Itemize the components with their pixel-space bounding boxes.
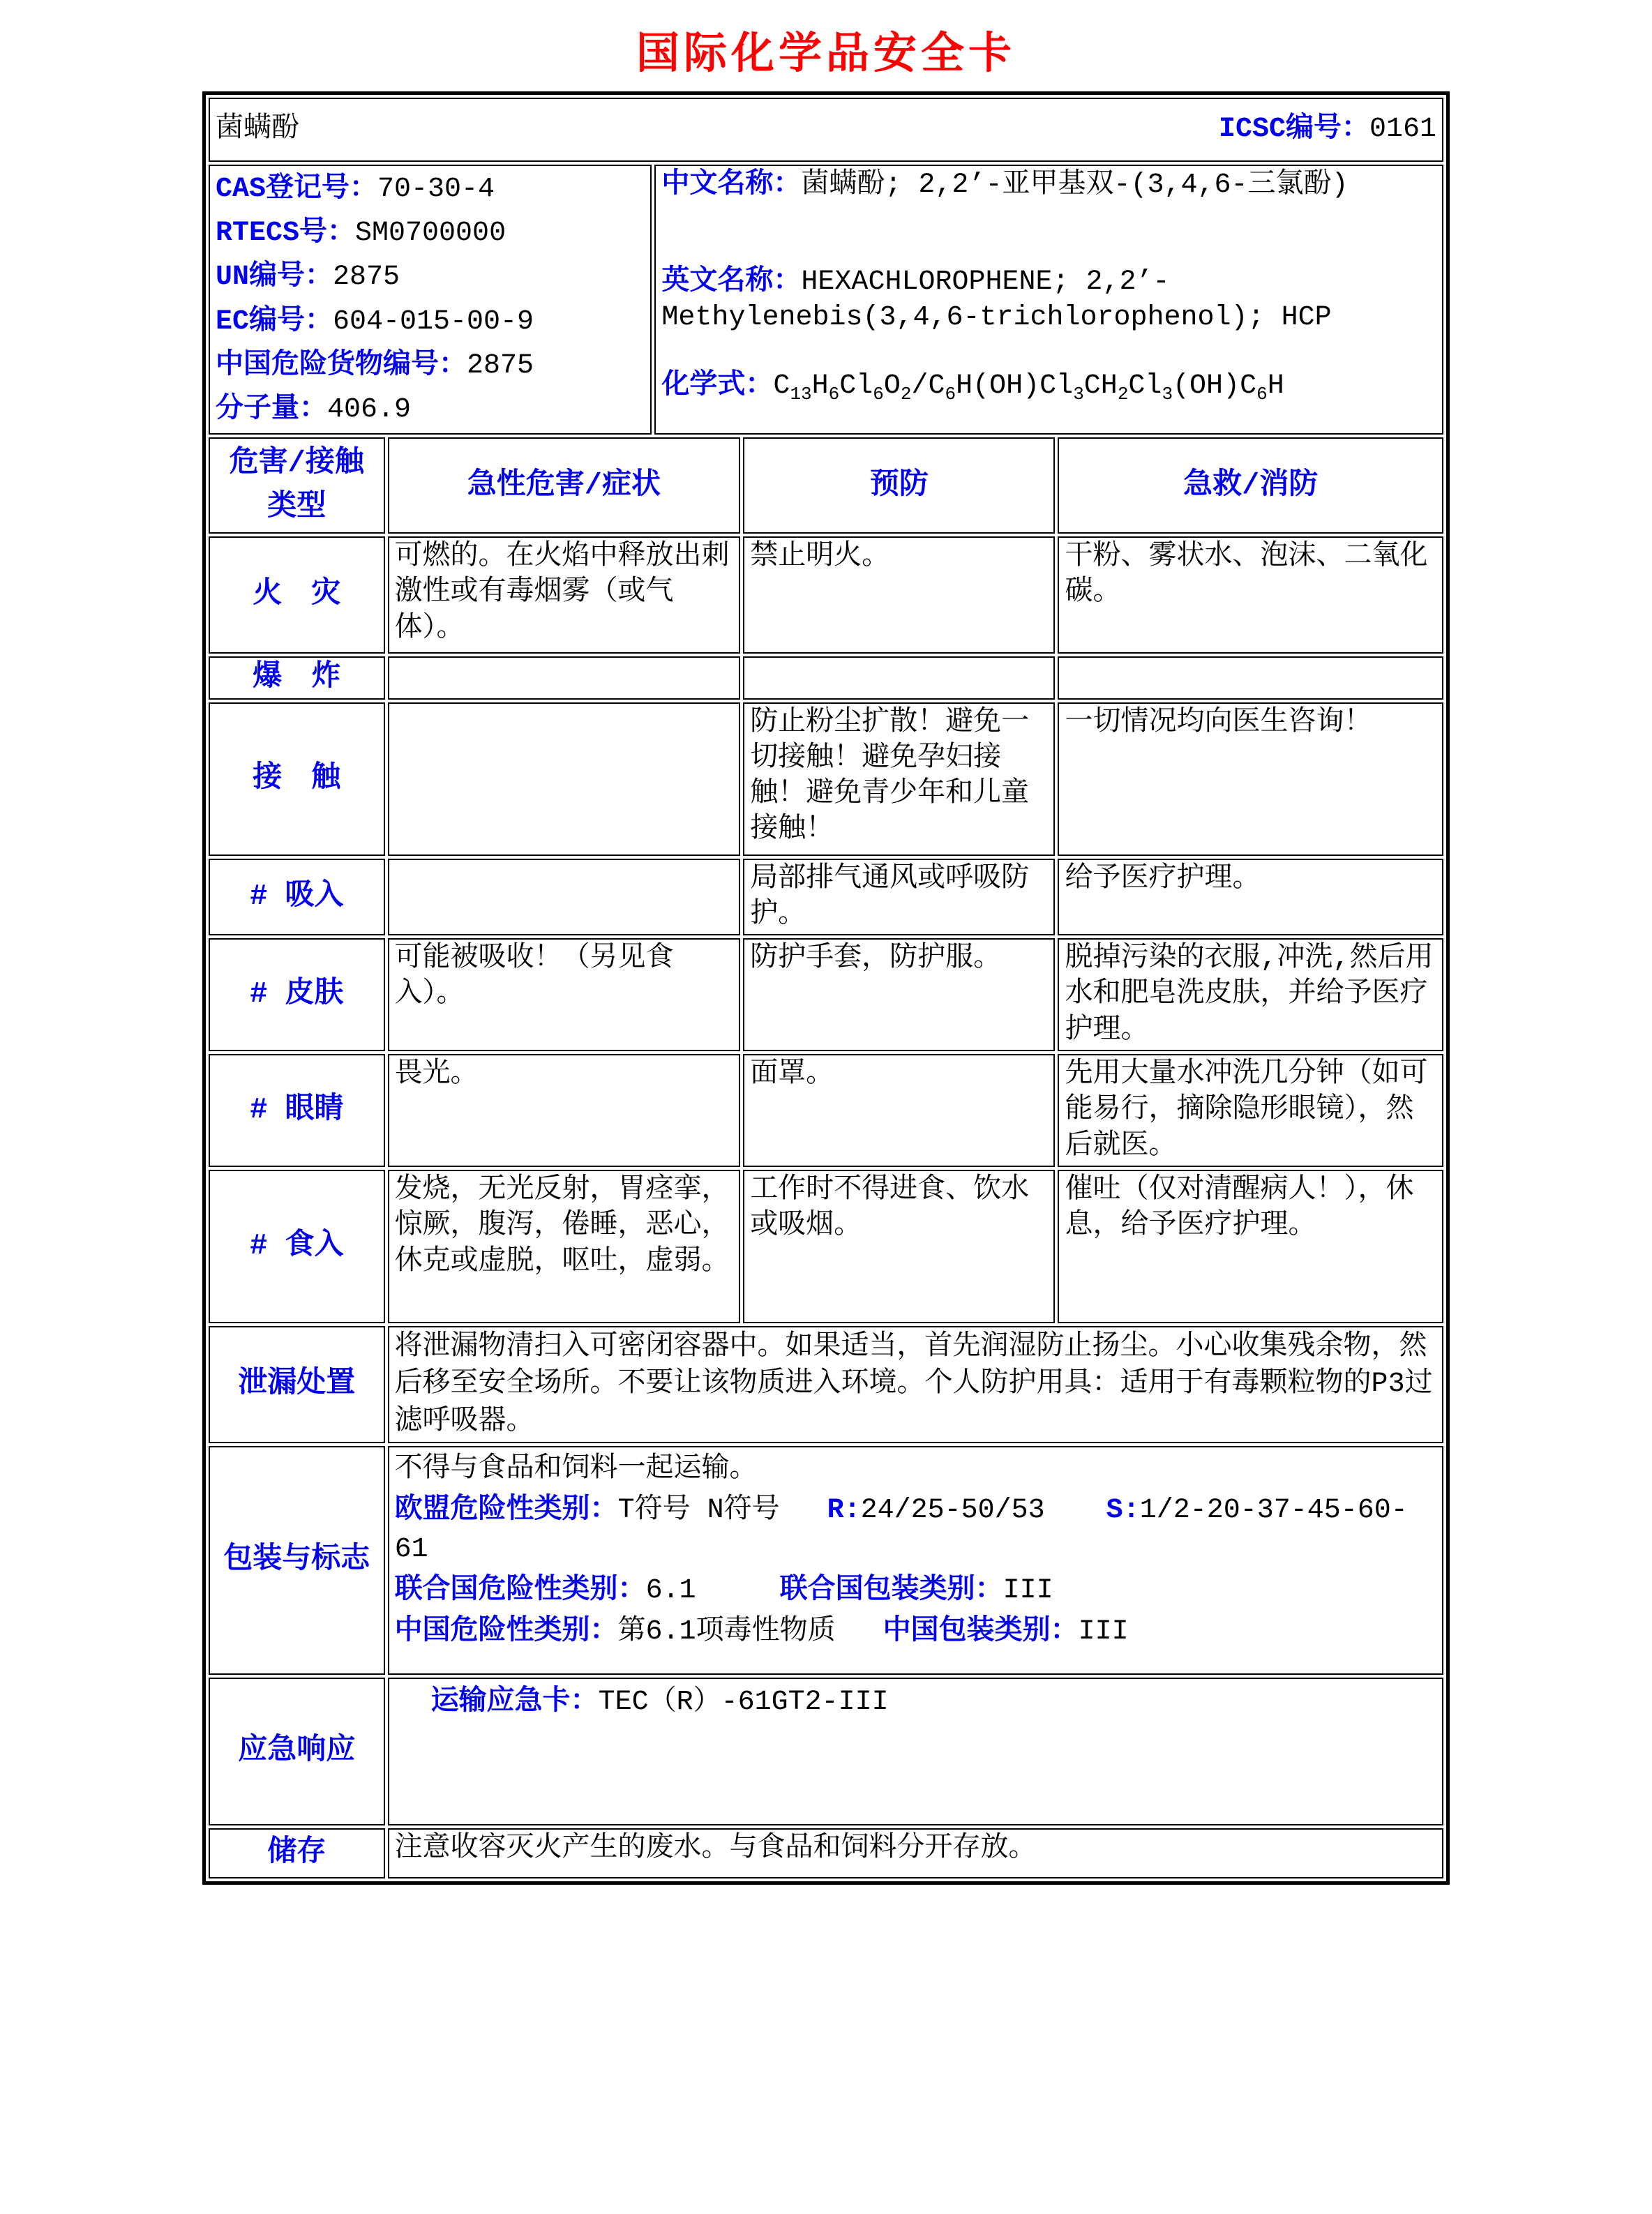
un-class-label: 联合国危险性类别： (394, 1575, 646, 1607)
eyes-prevention: 面罩。 (743, 1054, 1055, 1167)
un-number-line (216, 255, 645, 299)
un-value: 2875 (333, 262, 400, 294)
fire-response: 干粉、雾状水、泡沫、二氧化碳。 (1058, 536, 1443, 654)
storage-row-label: 储存 (209, 1828, 385, 1878)
ec-label: EC编号： (216, 306, 333, 338)
safety-card-table (202, 91, 1450, 1885)
page-title: 国际化学品安全卡 (636, 27, 1016, 78)
identifiers-left-cell (209, 165, 652, 435)
inhalation-row (209, 859, 1443, 935)
cas-label: CAS登记号： (216, 174, 378, 205)
cas-number-line (216, 167, 645, 211)
eu-hazard-class-line (395, 1491, 1436, 1571)
china-dg-value: 2875 (467, 349, 534, 382)
ingestion-prevention: 工作时不得进食、饮水或吸烟。 (743, 1170, 1055, 1323)
inhalation-symptoms (388, 859, 741, 935)
eyes-symptoms: 畏光。 (388, 1054, 741, 1167)
storage-row (209, 1828, 1443, 1878)
cas-value: 70-30-4 (377, 174, 495, 205)
spill-text: 将泄漏物清扫入可密闭容器中。如果适当，首先润湿防止扬尘。小心收集残余物，然后移至安全场所。不要让该物质进入环境。个人防护用具：适用于有毒颗粒物的P3过滤呼吸器。 (388, 1326, 1443, 1443)
inhalation-row-label: # 吸入 (209, 859, 385, 935)
formula-value: $C_{13}H_6Cl_6O_2/C_6H(OH)Cl_3CH_2Cl_3(OH)C_6H$ (773, 370, 1284, 405)
inhalation-response: 给予医疗护理。 (1058, 859, 1443, 935)
molecular-weight-value: 406.9 (327, 393, 412, 426)
un-class-value: 6.1 (645, 1575, 696, 1607)
rtecs-label: RTECS号： (216, 218, 356, 250)
skin-response: 脱掉污染的衣服,冲洗,然后用水和肥皂洗皮肤，并给予医疗护理。 (1058, 938, 1443, 1051)
identifiers-right-cell (654, 165, 1443, 435)
ingestion-row (209, 1170, 1443, 1323)
explosion-row-label: 爆 炸 (209, 656, 385, 700)
eyes-response: 先用大量水冲洗几分钟（如可能易行，摘除隐形眼镜），然后就医。 (1058, 1054, 1443, 1167)
header-prevention: 预防 (743, 437, 1055, 534)
ingestion-response: 催吐（仅对清醒病人！），休息，给予医疗护理。 (1058, 1170, 1443, 1323)
icsc-number (1219, 112, 1436, 147)
s-phrases-label: S: (1106, 1494, 1140, 1526)
s-phrases-value: 1/2-20-37-45-60-61 (394, 1494, 1408, 1566)
formula-block (661, 368, 1436, 404)
storage-text: 注意收容灭火产生的废水。与食品和饲料分开存放。 (388, 1828, 1443, 1878)
packaging-row (209, 1446, 1443, 1675)
contact-row-label: 接 触 (209, 702, 385, 856)
tec-value: TEC（R）-61GT2-III (598, 1686, 889, 1718)
transport-emergency-card-line (395, 1680, 1436, 1720)
china-dg-label: 中国危险货物编号： (216, 349, 467, 382)
english-name-value: HEXACHLOROPHENE; 2,2’-Methylenebis(3,4,6-trichlorophenol); HCP (661, 266, 1332, 334)
packaging-transport-note: 不得与食品和饲料一起运输。 (394, 1453, 758, 1485)
hazard-header-row (209, 437, 1443, 534)
skin-symptoms: 可能被吸收！（另见食入）。 (388, 938, 741, 1051)
substance-name: 菌螨酚 (216, 114, 299, 146)
spill-row (209, 1326, 1443, 1443)
skin-row (209, 938, 1443, 1051)
rtecs-value: SM0700000 (355, 218, 506, 250)
molecular-weight-line (216, 388, 645, 432)
ec-number-line (216, 300, 645, 344)
explosion-symptoms (388, 656, 741, 700)
chinese-name-value: 菌螨酚; 2,2’-亚甲基双-(3,4,6-三氯酚) (801, 170, 1349, 201)
china-class-line (395, 1613, 1436, 1652)
english-name-label: 英文名称： (661, 266, 802, 299)
english-name-block (661, 264, 1436, 336)
molecular-weight-label: 分子量： (216, 393, 327, 426)
formula-label: 化学式： (661, 370, 774, 402)
header-hazard-type: 危害/接触类型 (209, 437, 385, 534)
eyes-row-label: # 眼睛 (209, 1054, 385, 1167)
fire-symptoms: 可燃的。在火焰中释放出刺激性或有毒烟雾（或气体）。 (388, 536, 741, 654)
ingestion-row-label: # 食入 (209, 1170, 385, 1323)
r-phrases-value: 24/25-50/53 (860, 1494, 1045, 1526)
header-response: 急救/消防 (1058, 437, 1443, 534)
tec-label: 运输应急卡： (430, 1686, 599, 1718)
un-pack-value: III (1003, 1575, 1053, 1607)
icsc-label: ICSC编号： (1218, 114, 1369, 146)
china-pack-label: 中国包装类别： (883, 1616, 1079, 1648)
contact-response: 一切情况均向医生咨询！ (1058, 702, 1443, 856)
icsc-value: 0161 (1369, 114, 1436, 146)
skin-prevention: 防护手套，防护服。 (743, 938, 1055, 1051)
rtecs-number-line (216, 211, 645, 255)
substance-name-row (209, 98, 1443, 162)
identifiers-row (209, 165, 1443, 435)
ec-value: 604-015-00-9 (333, 306, 534, 338)
inhalation-prevention: 局部排气通风或呼吸防护。 (743, 859, 1055, 935)
china-pack-value: III (1078, 1616, 1129, 1648)
contact-prevention: 防止粉尘扩散！避免一切接触！避免孕妇接触！避免青少年和儿童接触！ (743, 702, 1055, 856)
un-pack-label: 联合国包装类别： (779, 1575, 1003, 1607)
packaging-content (388, 1446, 1443, 1675)
china-dg-number-line (216, 344, 645, 388)
fire-row-label: 火 灾 (209, 536, 385, 654)
contact-symptoms (388, 702, 741, 856)
explosion-row (209, 656, 1443, 700)
chinese-name-block (661, 167, 1436, 203)
emergency-row (209, 1678, 1443, 1825)
packaging-row-label: 包装与标志 (209, 1446, 385, 1675)
un-label: UN编号： (216, 262, 333, 294)
substance-name-cell (209, 98, 1443, 162)
explosion-prevention (743, 656, 1055, 700)
eu-class-value: T符号 N符号 (617, 1494, 780, 1526)
emergency-row-label: 应急响应 (209, 1678, 385, 1825)
emergency-content (388, 1678, 1443, 1825)
chinese-name-label: 中文名称： (661, 170, 802, 201)
skin-row-label: # 皮肤 (209, 938, 385, 1051)
contact-row (209, 702, 1443, 856)
explosion-response (1058, 656, 1443, 700)
eyes-row (209, 1054, 1443, 1167)
china-class-label: 中国危险性类别： (394, 1616, 618, 1648)
eu-class-label: 欧盟危险性类别： (394, 1494, 618, 1526)
ingestion-symptoms: 发烧，无光反射，胃痉挛，惊厥，腹泻，倦睡，恶心，休克或虚脱，呕吐，虚弱。 (388, 1170, 741, 1323)
fire-row (209, 536, 1443, 654)
china-class-value: 第6.1项毒性物质 (617, 1616, 836, 1648)
spill-row-label: 泄漏处置 (209, 1326, 385, 1443)
un-class-line (395, 1572, 1436, 1611)
fire-prevention: 禁止明火。 (743, 536, 1055, 654)
r-phrases-label: R: (827, 1494, 861, 1526)
header-symptoms: 急性危害/症状 (388, 437, 741, 534)
